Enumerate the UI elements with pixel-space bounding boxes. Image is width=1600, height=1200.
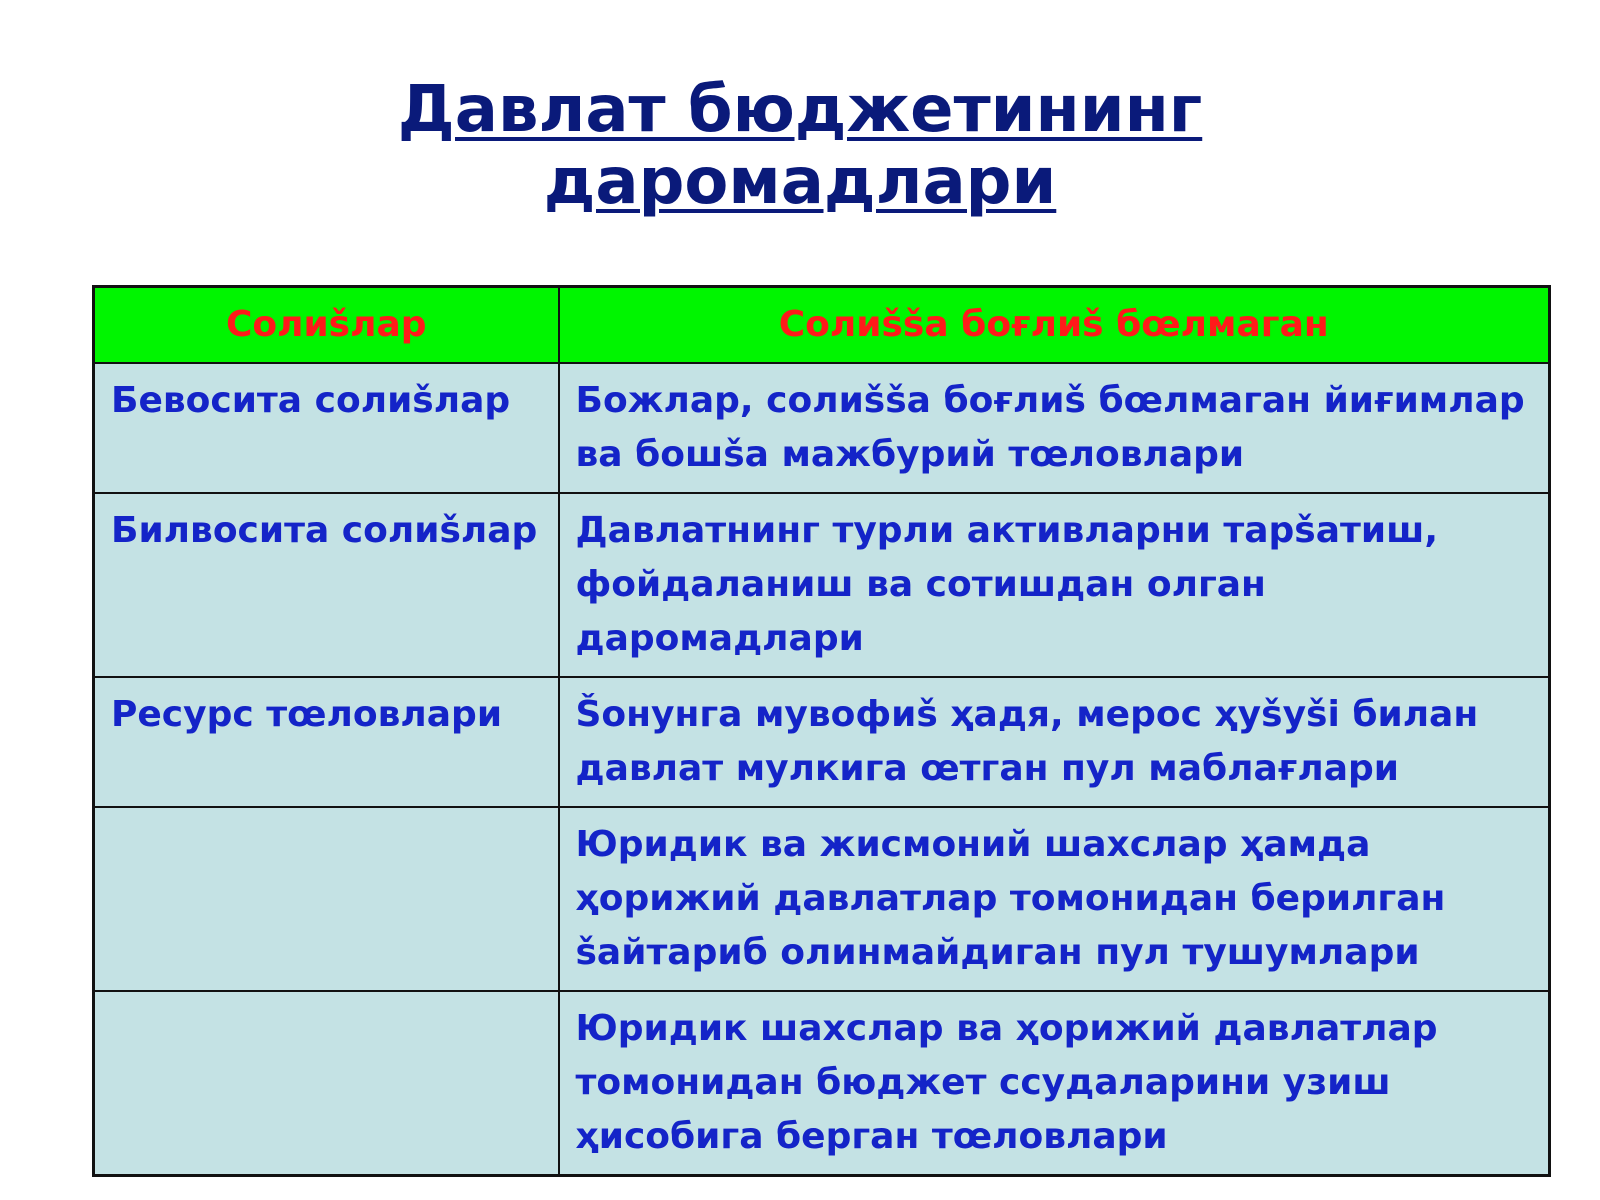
table-cell-non-tax-revenue: Божлар, солиššа боғлиš бœлмаган йиғимлар ва бошšа мажбурий тœловлари [559, 363, 1550, 493]
table-cell-non-tax-revenue: Šонунга мувофиš ҳадя, мерос ҳуšуši билан давлат мулкига œтган пул маблағлари [559, 677, 1550, 807]
header-cell-taxes: Солиšлар [94, 287, 559, 364]
page-title [0, 74, 1600, 218]
table-cell-tax-type [94, 991, 559, 1176]
table-row [94, 991, 1550, 1176]
table-cell-tax-type: Билвосита солиšлар [94, 493, 559, 677]
table-header-row [94, 287, 1550, 364]
table-cell-non-tax-revenue: Давлатнинг турли активларни тарšатиш, фойдаланиш ва сотишдан олган даромадлари [559, 493, 1550, 677]
budget-revenue-table [92, 285, 1551, 1177]
table-row [94, 807, 1550, 991]
table-cell-tax-type [94, 807, 559, 991]
page-title-line-1: Давлат бюджетининг [397, 73, 1203, 147]
table-row [94, 493, 1550, 677]
table-row [94, 363, 1550, 493]
table-row [94, 677, 1550, 807]
page-title-line-2: даромадлари [543, 145, 1057, 219]
table-cell-non-tax-revenue: Юридик шахслар ва ҳорижий давлатлар томонидан бюджет ссудаларини узиш ҳисобига берган тœловлари [559, 991, 1550, 1176]
table-cell-non-tax-revenue: Юридик ва жисмоний шахслар ҳамда ҳорижий давлатлар томонидан берилган šайтариб олинмайдиган пул тушумлари [559, 807, 1550, 991]
header-cell-non-tax: Солиššа боғлиš бœлмаган [559, 287, 1550, 364]
table-cell-tax-type: Бевосита солиšлар [94, 363, 559, 493]
table-cell-tax-type: Ресурс тœловлари [94, 677, 559, 807]
